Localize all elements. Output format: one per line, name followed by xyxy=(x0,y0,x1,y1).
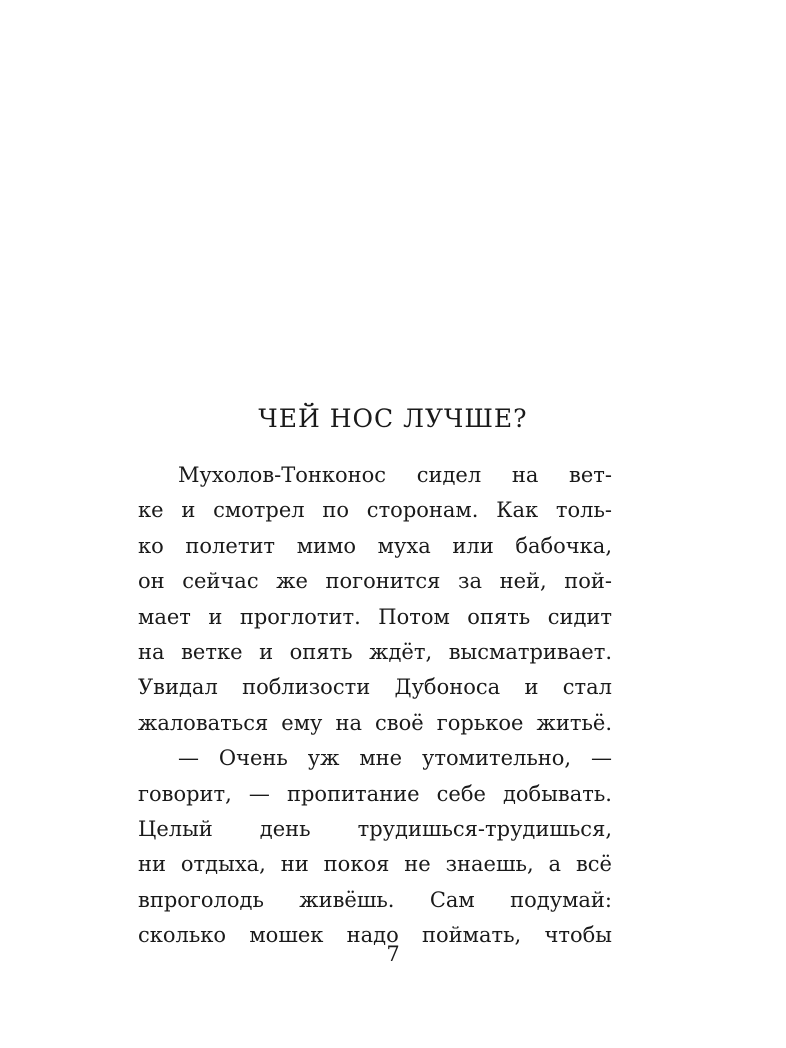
text-line: ко полетит мимо муха или бабочка, xyxy=(138,533,612,558)
text-line: жаловаться ему на своё горькое житьё. xyxy=(138,710,612,735)
text-line: Целый день трудишься-трудишься, xyxy=(138,816,612,841)
text-line: сколько мошек надо поймать, чтобы xyxy=(138,923,612,948)
text-line: он сейчас же погонится за ней, пой- xyxy=(138,569,612,594)
story-text xyxy=(138,458,612,953)
chapter-title: ЧЕЙ НОС ЛУЧШЕ? xyxy=(258,404,528,433)
text-line: Увидал поблизости Дубоноса и стал xyxy=(138,675,612,700)
text-line: впроголодь живёшь. Сам подумай: xyxy=(138,887,612,912)
text-line: ке и смотрел по сторонам. Как толь- xyxy=(138,498,612,523)
text-line: на ветке и опять ждёт, высматривает. xyxy=(138,639,612,664)
text-line: — Очень уж мне утомительно, — xyxy=(178,746,612,771)
text-line: Мухолов-Тонконос сидел на вет- xyxy=(178,463,612,487)
text-line: ни отдыха, ни покоя не знаешь, а всё xyxy=(138,852,612,877)
page-number: 7 xyxy=(386,942,400,966)
text-line: говорит, — пропитание себе добывать. xyxy=(138,781,612,806)
text-line: мает и проглотит. Потом опять сидит xyxy=(138,604,612,629)
